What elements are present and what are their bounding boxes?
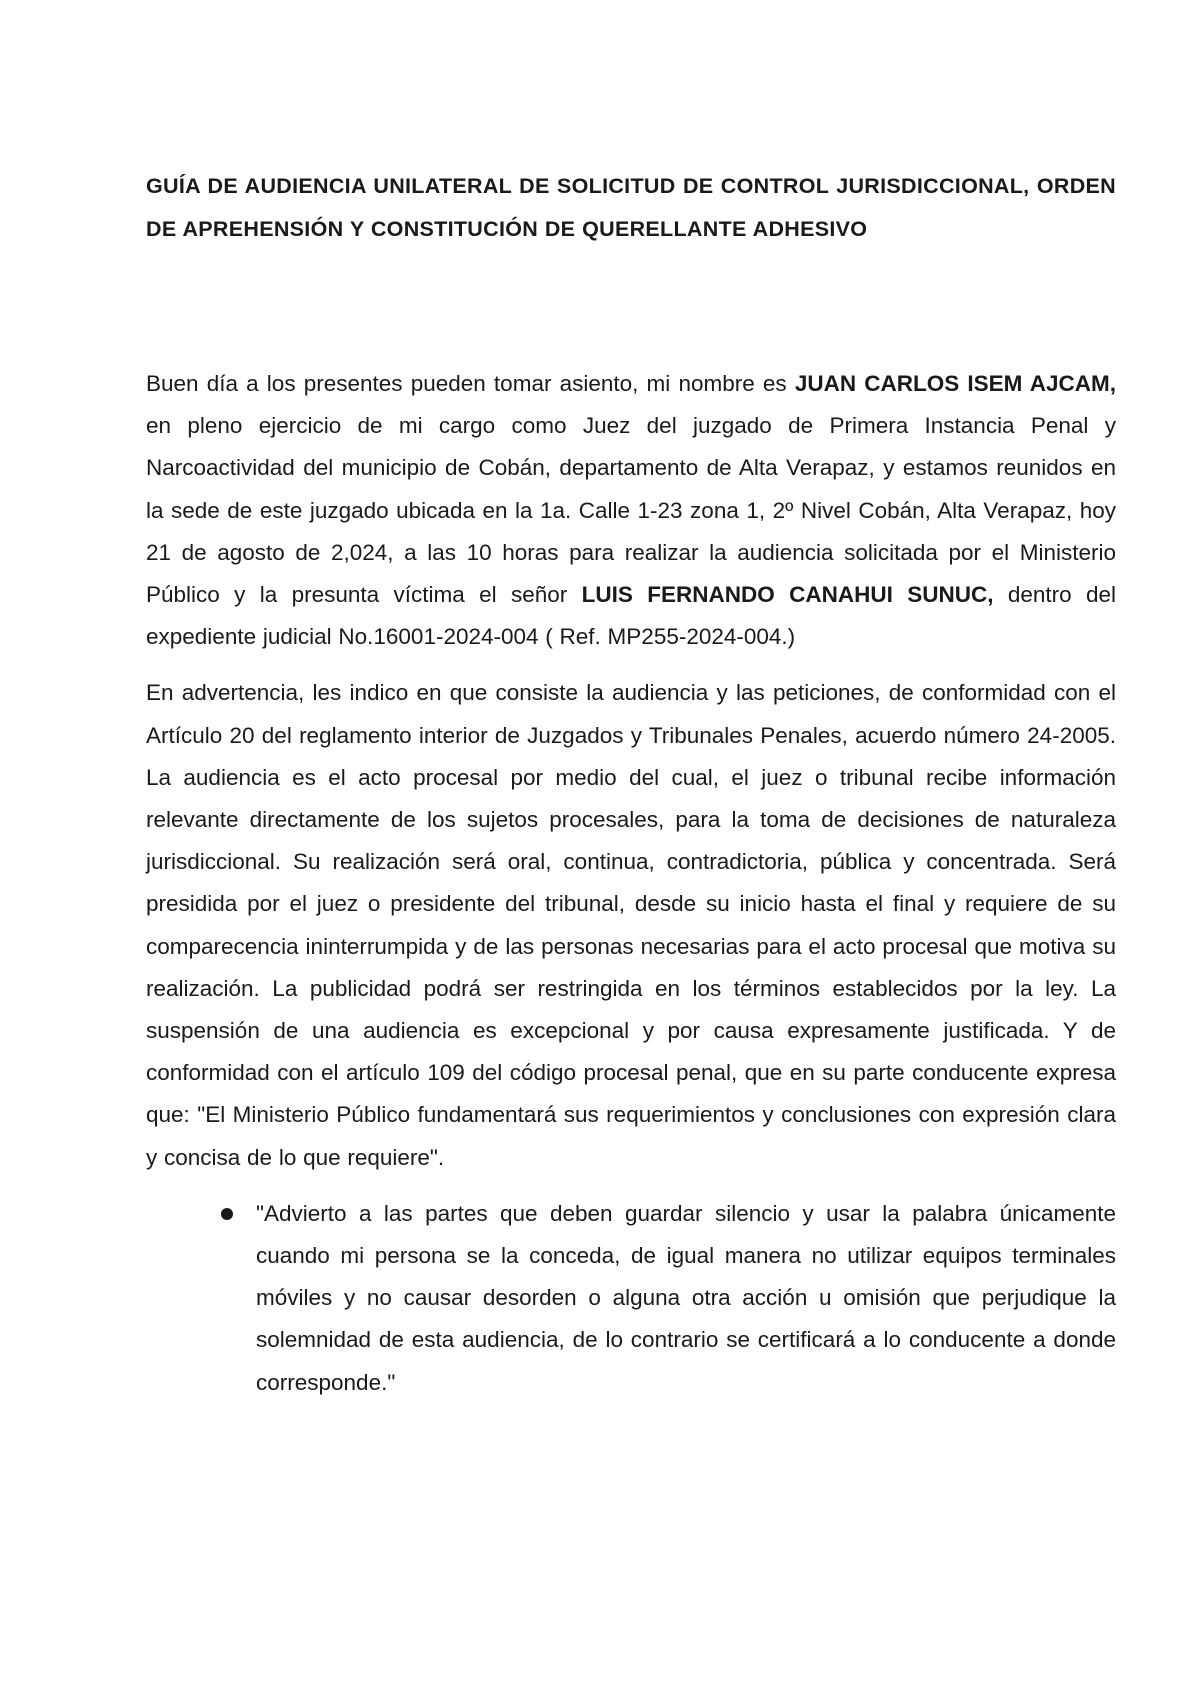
victim-name: LUIS FERNANDO CANAHUI SUNUC, [581, 582, 994, 608]
judge-name: JUAN CARLOS ISEM AJCAM, [794, 371, 1116, 396]
warning-list [146, 1193, 1116, 1404]
intro-text-2: en pleno ejercicio de mi cargo como Juez del juzgado de Primera Instancia Penal y Narcoactividad del municipio de Cobán, departamento de Alta Verapaz, y estamos reunidos en la sede de este juzgado ubicada en la 1a. Calle 1-23 zona 1, 2º Nivel Cobán, Alta Verapaz, hoy 21 de agosto de 2,024, a las 10 horas para realizar la audiencia solicitada por el Ministerio Público y la presunta víctima el señor [146, 413, 1116, 608]
list-item-text: "Advierto a las partes que deben guardar silencio y usar la palabra únicamente cuando mi persona se la conceda, de igual manera no utilizar equipos terminales móviles y no causar desorden o alguna otra acción u omisión que perjudique la solemnidad de esta audiencia, de lo contrario se certificará a lo conducente a donde corresponde." [256, 1200, 1116, 1395]
intro-paragraph [146, 363, 1116, 658]
list-item [256, 1193, 1116, 1404]
advertencia-paragraph: En advertencia, les indico en que consiste la audiencia y las peticiones, de conformidad con el Artículo 20 del reglamento interior de Juzgados y Tribunales Penales, acuerdo número 24-2005. La audiencia es el acto procesal por medio del cual, el juez o tribunal recibe información relevante directamente de los sujetos procesales, para la toma de decisiones de naturaleza jurisdiccional. Su realización será oral, continua, contradictoria, pública y concentrada. Será presidida por el juez o presidente del tribunal, desde su inicio hasta el final y requiere de su comparecencia ininterrumpida y de las personas necesarias para el acto procesal que motiva su realización. La publicidad podrá ser restringida en los términos establecidos por la ley. La suspensión de una audiencia es excepcional y por causa expresamente justificada. Y de conformidad con el artículo 109 del código procesal penal, que en su parte conducente expresa que: "El Ministerio Público fundamentará sus requerimientos y conclusiones con expresión clara y concisa de lo que requiere". [146, 680, 1116, 1170]
intro-text-1: Buen día a los presentes pueden tomar asiento, mi nombre es [146, 371, 795, 396]
document-body [146, 165, 1116, 1404]
document-title: GUÍA DE AUDIENCIA UNILATERAL DE SOLICITUD DE CONTROL JURISDICCIONAL, ORDEN DE APREHENSIÓN Y CONSTITUCIÓN DE QUERELLANTE ADHESIVO [146, 174, 1116, 241]
bullet-icon [221, 1208, 233, 1220]
intro-text-3: dentro del expediente judicial No.16001-2024-004 ( Ref. MP255-2024-004.) [146, 582, 1117, 650]
